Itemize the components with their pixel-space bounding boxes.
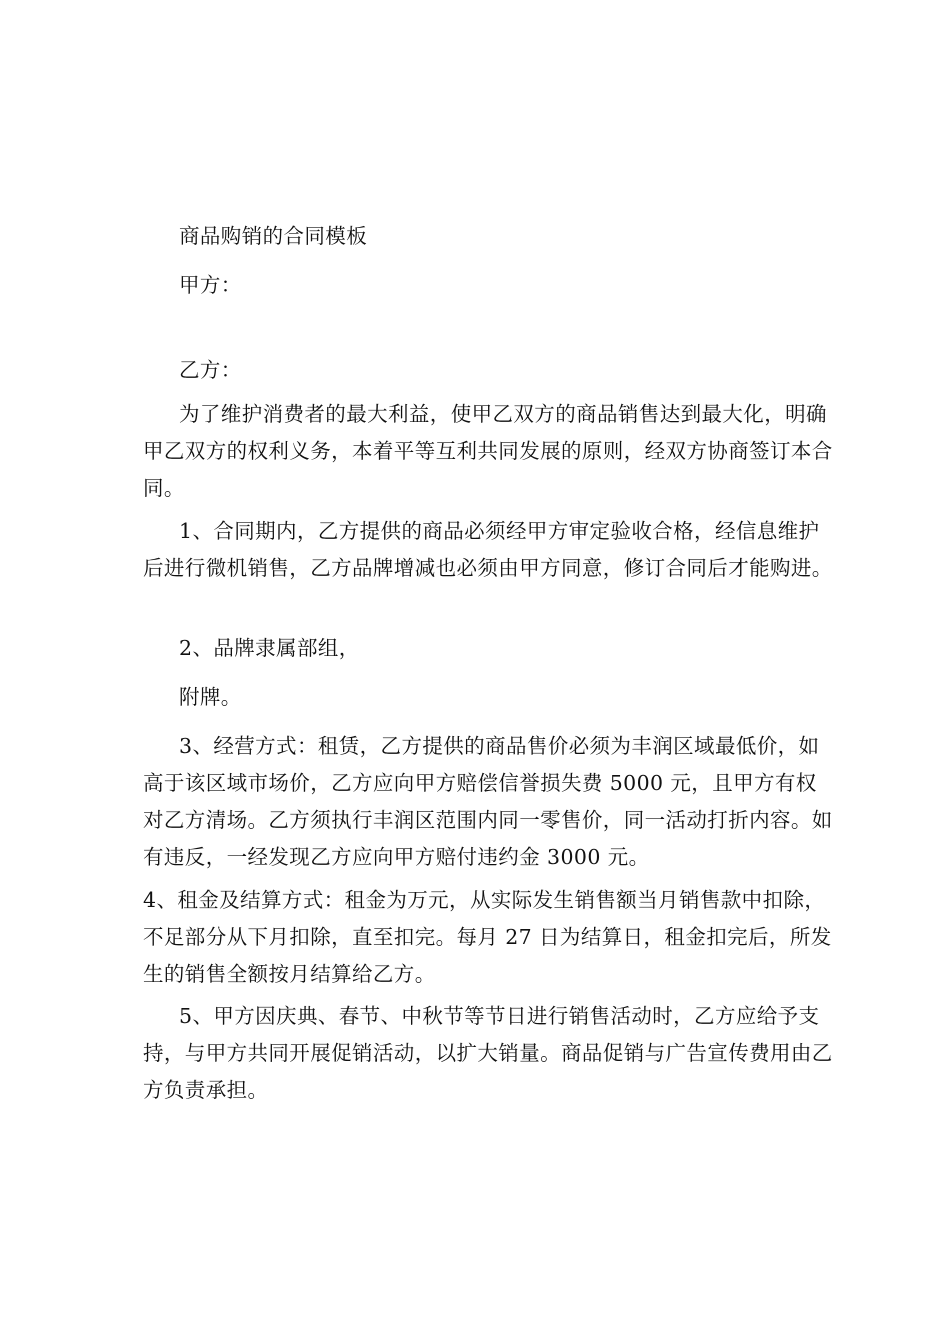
party-b-label: 乙方： [179, 358, 242, 382]
intro-paragraph: 为了维护消费者的最大利益，使甲乙双方的商品销售达到最大化，明确甲乙双方的权利义务，本着平等互利共同发展的原则，经双方协商签订本合同。 [143, 402, 833, 500]
document-title: 商品购销的合同模板 [179, 224, 368, 248]
attachment-note: 附牌。 [179, 685, 242, 709]
clause-2: 2、品牌隶属部组， [179, 636, 360, 660]
clause-4: 4、租金及结算方式：租金为万元，从实际发生销售额当月销售款中扣除，不足部分从下月扣除，直至扣完。每月 27 日为结算日，租金扣完后，所发生的销售全额按月结算给乙方。 [143, 888, 832, 986]
party-a-label: 甲方： [179, 273, 242, 297]
clause-3: 3、经营方式：租赁，乙方提供的商品售价必须为丰润区域最低价，如高于该区域市场价，乙方应向甲方赔偿信誉损失费 5000 元，且甲方有权对乙方清场。乙方须执行丰润区范围内同一零售价，同一活动打折内容。如有违反，一经发现乙方应向甲方赔付违约金 3000 元。 [143, 734, 833, 869]
clause-5: 5、甲方因庆典、春节、中秋节等节日进行销售活动时，乙方应给予支持，与甲方共同开展促销活动，以扩大销量。商品促销与广告宣传费用由乙方负责承担。 [143, 1004, 833, 1102]
clause-1: 1、合同期内，乙方提供的商品必须经甲方审定验收合格，经信息维护后进行微机销售，乙方品牌增减也必须由甲方同意，修订合同后才能购进。 [143, 519, 833, 580]
